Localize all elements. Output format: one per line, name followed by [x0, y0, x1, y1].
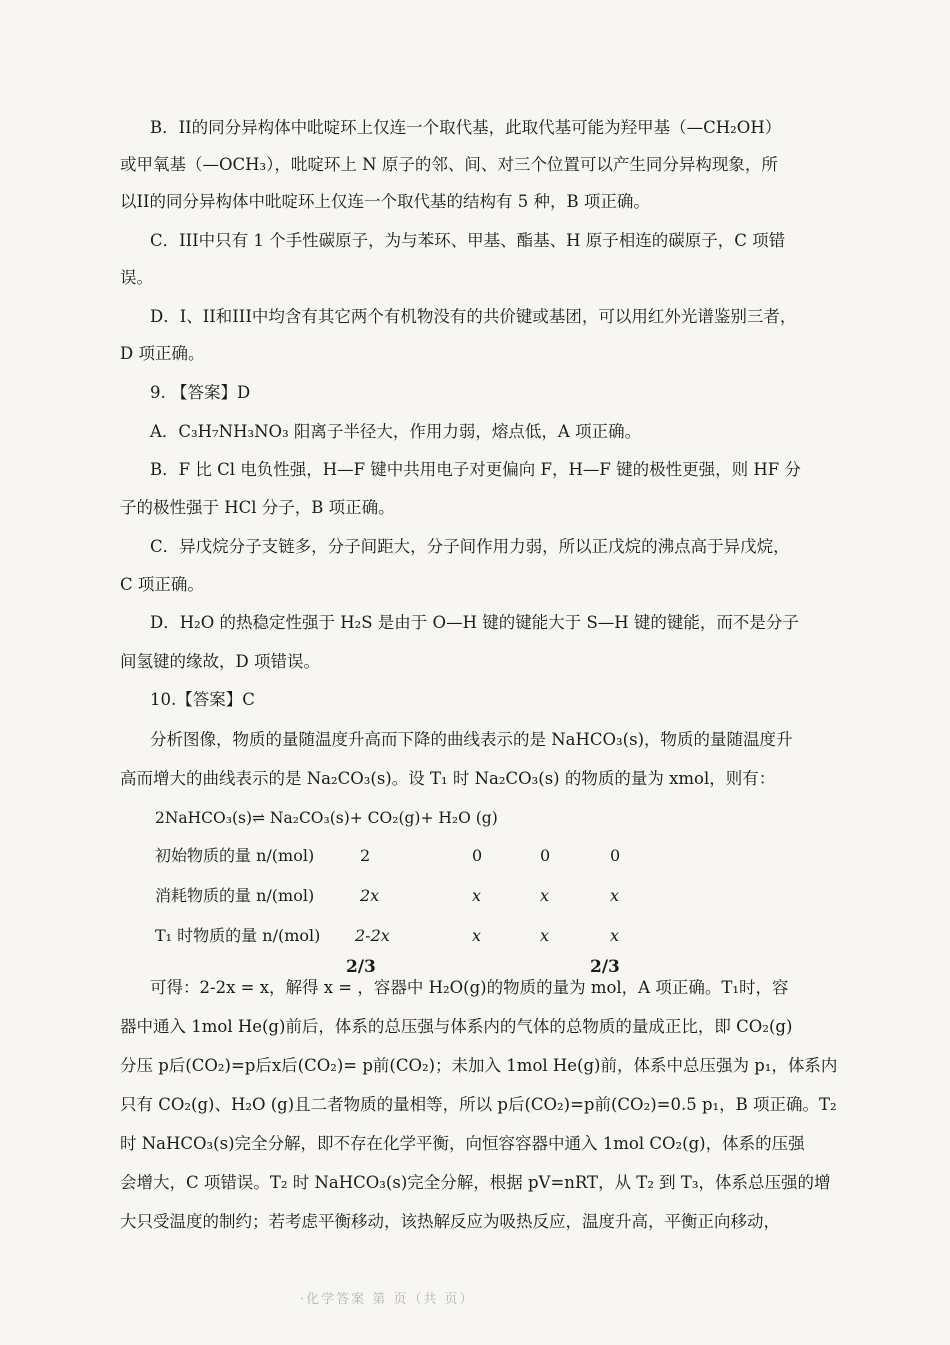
page-footer: ·化学答案 第 页（共 页）	[300, 1292, 475, 1307]
fraction-two-thirds: 2/3	[590, 957, 620, 977]
answer-heading: 9. 【答案】D	[150, 383, 251, 402]
text-line: 只有 CO₂(g)、H₂O (g)且二者物质的量相等，所以 p后(CO₂)=p前(CO₂)=0.5 p₁，B 项正确。T₂	[120, 1095, 837, 1114]
text-line: C 项正确。	[120, 575, 204, 594]
text-line: D．I、II和III中均含有其它两个有机物没有的共价键或基团，可以用红外光谱鉴别三者，	[150, 307, 797, 326]
text-line: 或甲氧基（—OCH₃），吡啶环上 N 原子的邻、间、对三个位置可以产生同分异构现象，所	[120, 155, 778, 174]
text-line: C．III中只有 1 个手性碳原子，为与苯环、甲基、酯基、H 原子相连的碳原子，C 项错	[150, 231, 786, 250]
text-line: 分析图像，物质的量随温度升高而下降的曲线表示的是 NaHCO₃(s)，物质的量随温度升	[150, 730, 793, 749]
text-line: A．C₃H₇NH₃NO₃ 阳离子半径大，作用力弱，熔点低，A 项正确。	[150, 422, 642, 441]
text-line: 分压 p后(CO₂)=p后x后(CO₂)= p前(CO₂)；未加入 1mol He(g)前，体系中总压强为 p₁，体系内	[120, 1056, 838, 1075]
text-line: 器中通入 1mol He(g)前后，体系的总压强与体系内的气体的总物质的量成正比，即 CO₂(g)	[120, 1017, 793, 1036]
fraction-two-thirds: 2/3	[346, 957, 376, 977]
text-line: 时 NaHCO₃(s)完全分解，即不存在化学平衡，向恒容容器中通入 1mol CO₂(g)，体系的压强	[120, 1134, 805, 1153]
text-line: 会增大，C 项错误。T₂ 时 NaHCO₃(s)完全分解，根据 pV=nRT，从 T₂ 到 T₃，体系总压强的增	[120, 1173, 831, 1192]
text-line: D．H₂O 的热稳定性强于 H₂S 是由于 O—H 键的键能大于 S—H 键的键能，而不是分子	[150, 613, 799, 632]
text-line: 以II的同分异构体中吡啶环上仅连一个取代基的结构有 5 种，B 项正确。	[120, 192, 650, 211]
text-line: 高而增大的曲线表示的是 Na₂CO₃(s)。设 T₁ 时 Na₂CO₃(s) 的物质的量为 xmol，则有：	[120, 769, 776, 788]
text-line: B．F 比 Cl 电负性强，H—F 键中共用电子对更偏向 F，H—F 键的极性更强，则 HF 分	[150, 460, 801, 479]
text-line: 间氢键的缘故，D 项错误。	[120, 652, 320, 671]
text-line: D 项正确。	[120, 344, 205, 363]
equation: 2NaHCO₃(s)⇌ Na₂CO₃(s)+ CO₂(g)+ H₂O (g)	[155, 809, 498, 827]
text-line: 误。	[120, 268, 153, 287]
document-page: B．II的同分异构体中吡啶环上仅连一个取代基，此取代基可能为羟甲基（—CH₂OH） 或甲氧基（—OCH₃），吡啶环上 N 原子的邻、间、对三个位置可以产生同分异构现象，所 以II的同分异构体中吡啶环上仅连一个取代基的结构有 5 种，B 项正确。 C．III中只有 1 个手性碳原子，为与苯环、甲基、酯基、H 原子相连的碳原子，C 项错 误。 D．I、II和III中均含有其它两个有机物没有的共价键或基团，可以用红外光谱鉴别三者， D 项正确。 9. 【答案】D A．C₃H₇NH₃NO₃ 阳离子半径大，作用力弱，熔点低，A 项正确。 B．F 比 Cl 电负性强，H—F 键中共用电子对更偏向 F，H—F 键的极性更强，则 HF 分 子的极性强于 HCl 分子，B 项正确。 C．异戊烷分子支链多，分子间距大，分子间作用力弱，所以正戊烷的沸点高于异戊烷， C 项正确。 D．H₂O 的热稳定性强于 H₂S 是由于 O—H 键的键能大于 S—H 键的键能，而不是分子 间氢键的缘故，D 项错误。 10.【答案】C 分析图像，物质的量随温度升高而下降的曲线表示的是 NaHCO₃(s)，物质的量随温度升 高而增大的曲线表示的是 Na₂CO₃(s)。设 T₁ 时 Na₂CO₃(s) 的物质的量为 xmol，则有： 2NaHCO₃(s)⇌ Na₂CO₃(s)+ CO₂(g)+ H₂O (g) 初始物质的量 n/(mol) 2 0 0 0 消耗物质的量 n/(mol) 2x x x x T₁ 时物质的量 n/(mol) 2-2x x x x 2/3 2/3 可得：2-2x = x，解得 x = ，容器中 H₂O(g)的物质的量为 mol，A 项正确。T₁时，容 器中通入 1mol He(g)前后，体系的总压强与体系内的气体的总物质的量成正比，即 CO₂(g) 分压 p后(CO₂)=p后x后(CO₂)= p前(CO₂)；未加入 1mol He(g)前，体系中总压强为 p₁，体系内 只有 CO₂(g)、H₂O (g)且二者物质的量相等，所以 p后(CO₂)=p前(CO₂)=0.5 p₁，B 项正确。T₂ 时 NaHCO₃(s)完全分解，即不存在化学平衡，向恒容容器中通入 1mol CO₂(g)，体系的压强 会增大，C 项错误。T₂ 时 NaHCO₃(s)完全分解，根据 pV=nRT，从 T₂ 到 T₃，体系总压强的增 大只受温度的制约；若考虑平衡移动，该热解反应为吸热反应，温度升高，平衡正向移动， ·化学答案 第 页（共 页）	[0, 0, 950, 1345]
text-line: 子的极性强于 HCl 分子，B 项正确。	[120, 498, 395, 517]
text-line: B．II的同分异构体中吡啶环上仅连一个取代基，此取代基可能为羟甲基（—CH₂OH）	[150, 118, 782, 137]
text-line: C．异戊烷分子支链多，分子间距大，分子间作用力弱，所以正戊烷的沸点高于异戊烷，	[150, 537, 790, 556]
answer-heading: 10.【答案】C	[150, 690, 255, 709]
text-line: 大只受温度的制约；若考虑平衡移动，该热解反应为吸热反应，温度升高，平衡正向移动，	[120, 1212, 780, 1231]
text-line: 可得：2-2x = x，解得 x = ，容器中 H₂O(g)的物质的量为 mol，A 项正确。T₁时，容	[150, 978, 789, 997]
